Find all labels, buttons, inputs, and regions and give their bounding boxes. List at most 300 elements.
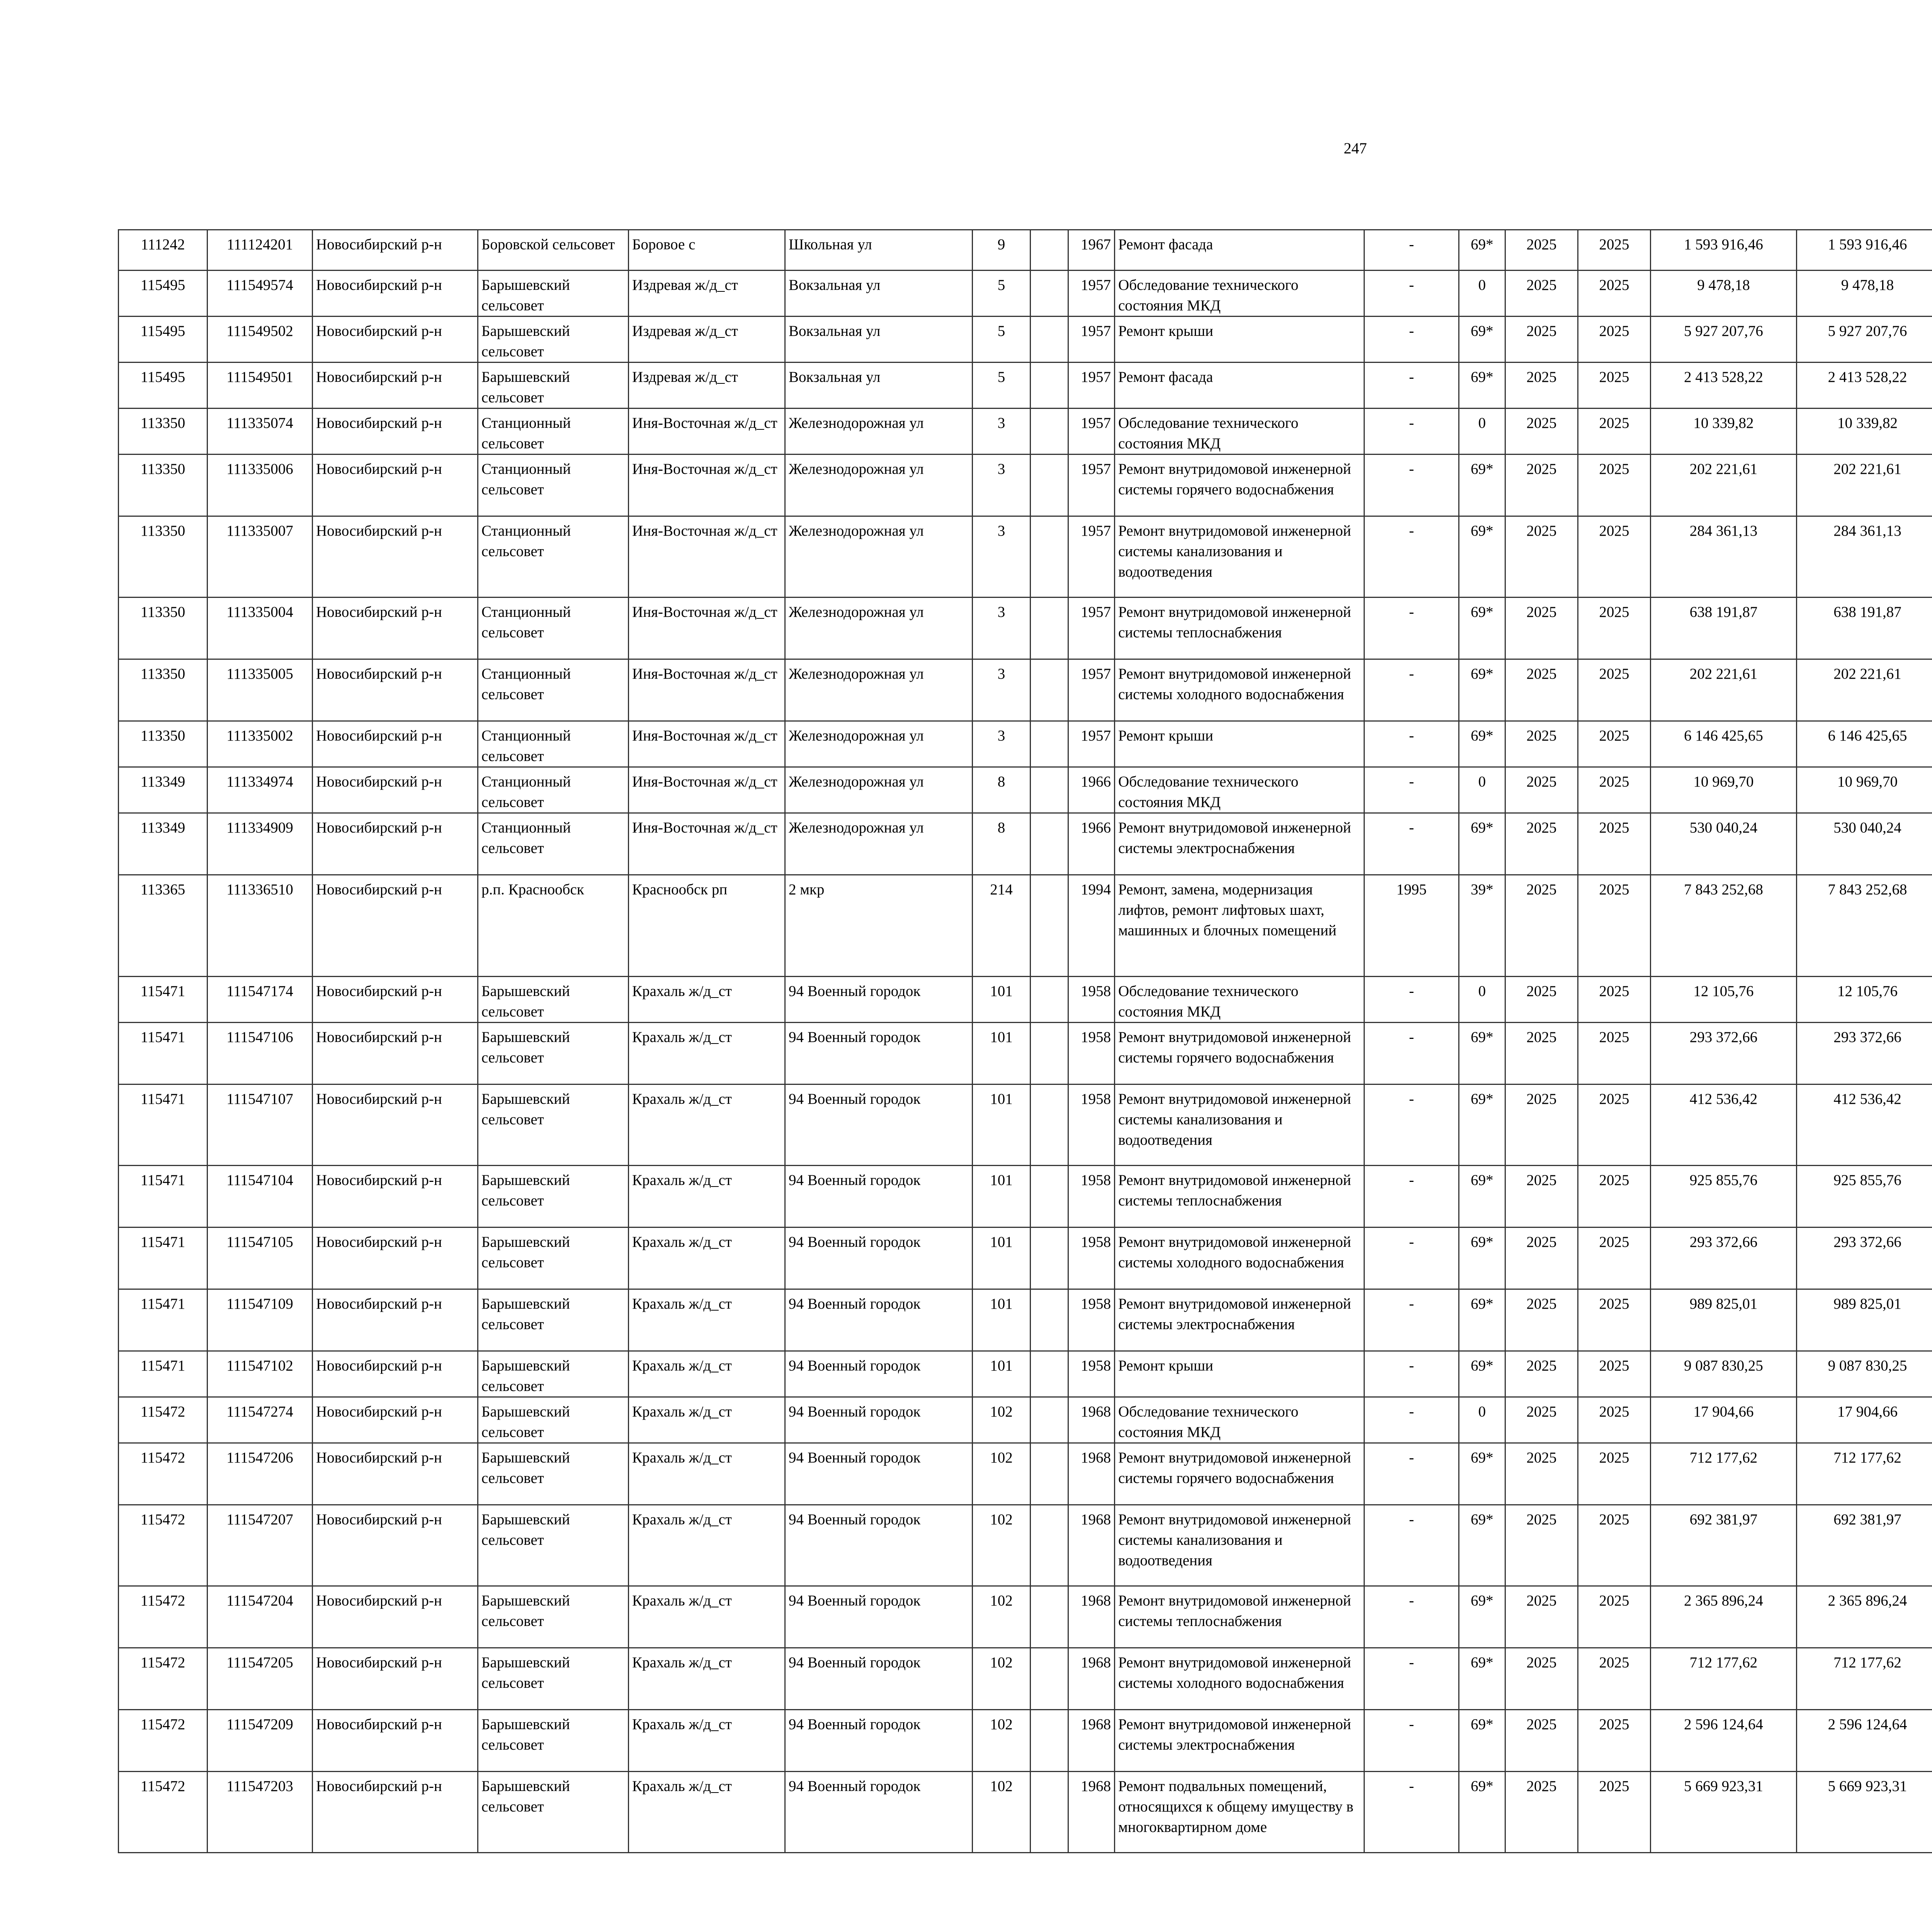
cell-plan-year-end: 2025	[1578, 1505, 1651, 1586]
cell-last-repair-year: -	[1364, 455, 1459, 516]
cell-last-repair-year: -	[1364, 230, 1459, 271]
cell-total-cost: 7 843 252,68	[1651, 875, 1797, 977]
cell-building-letter	[1031, 1289, 1068, 1351]
cell-wear-percent: 69*	[1459, 721, 1505, 767]
cell-settlement: Барышевский сельсовет	[478, 1084, 629, 1166]
table-row	[119, 977, 1932, 1023]
cell-last-repair-year: -	[1364, 1710, 1459, 1772]
cell-district: Новосибирский р-н	[313, 1648, 478, 1710]
cell-year-built: 1958	[1068, 1023, 1115, 1084]
table-row	[119, 409, 1932, 455]
cell-locality: Иня-Восточная ж/д_ст	[629, 455, 785, 516]
cell-work-id: 111549574	[207, 271, 313, 317]
cell-year-built: 1957	[1068, 317, 1115, 363]
cell-last-repair-year: -	[1364, 813, 1459, 875]
cell-street: 2 мкр	[785, 875, 973, 977]
cell-year-built: 1958	[1068, 1084, 1115, 1166]
cell-fund-cost: 7 843 252,68	[1797, 875, 1932, 977]
cell-work-id: 111335007	[207, 516, 313, 598]
cell-total-cost: 2 596 124,64	[1651, 1710, 1797, 1772]
cell-district: Новосибирский р-н	[313, 363, 478, 409]
cell-fund-cost: 17 904,66	[1797, 1397, 1932, 1443]
cell-street: 94 Военный городок	[785, 1772, 973, 1853]
cell-year-built: 1958	[1068, 977, 1115, 1023]
cell-settlement: Барышевский сельсовет	[478, 1710, 629, 1772]
cell-year-built: 1958	[1068, 1351, 1115, 1397]
cell-wear-percent: 69*	[1459, 1586, 1505, 1648]
cell-settlement: Станционный сельсовет	[478, 659, 629, 721]
cell-year-built: 1967	[1068, 230, 1115, 271]
cell-settlement: Барышевский сельсовет	[478, 1351, 629, 1397]
cell-year-built: 1994	[1068, 875, 1115, 977]
cell-locality: Крахаль ж/д_ст	[629, 1227, 785, 1289]
cell-house-id: 115471	[119, 1289, 207, 1351]
cell-year-built: 1957	[1068, 363, 1115, 409]
cell-work-id: 111547106	[207, 1023, 313, 1084]
cell-last-repair-year: -	[1364, 1023, 1459, 1084]
cell-last-repair-year: -	[1364, 317, 1459, 363]
cell-house-number: 3	[973, 659, 1031, 721]
cell-locality: Краснообск рп	[629, 875, 785, 977]
cell-plan-year-start: 2025	[1505, 598, 1578, 659]
cell-locality: Иня-Восточная ж/д_ст	[629, 767, 785, 813]
table-row	[119, 1443, 1932, 1505]
cell-year-built: 1968	[1068, 1710, 1115, 1772]
table-row	[119, 1084, 1932, 1166]
cell-house-id: 115472	[119, 1397, 207, 1443]
table-row	[119, 598, 1932, 659]
cell-locality: Крахаль ж/д_ст	[629, 1084, 785, 1166]
cell-settlement: р.п. Краснообск	[478, 875, 629, 977]
cell-total-cost: 530 040,24	[1651, 813, 1797, 875]
table-row	[119, 455, 1932, 516]
cell-house-id: 113350	[119, 516, 207, 598]
table-row	[119, 1227, 1932, 1289]
cell-building-letter	[1031, 598, 1068, 659]
cell-house-number: 214	[973, 875, 1031, 977]
cell-plan-year-end: 2025	[1578, 455, 1651, 516]
cell-plan-year-end: 2025	[1578, 721, 1651, 767]
cell-fund-cost: 10 339,82	[1797, 409, 1932, 455]
cell-building-letter	[1031, 1351, 1068, 1397]
cell-year-built: 1957	[1068, 659, 1115, 721]
table-row	[119, 813, 1932, 875]
cell-plan-year-end: 2025	[1578, 1443, 1651, 1505]
cell-last-repair-year: -	[1364, 1166, 1459, 1227]
cell-wear-percent: 69*	[1459, 455, 1505, 516]
cell-district: Новосибирский р-н	[313, 409, 478, 455]
cell-street: Железнодорожная ул	[785, 721, 973, 767]
cell-house-number: 5	[973, 363, 1031, 409]
cell-house-number: 3	[973, 598, 1031, 659]
cell-locality: Крахаль ж/д_ст	[629, 1505, 785, 1586]
cell-building-letter	[1031, 1227, 1068, 1289]
cell-work-type: Ремонт внутридомовой инженерной системы холодного водоснабжения	[1115, 659, 1364, 721]
cell-fund-cost: 530 040,24	[1797, 813, 1932, 875]
table-row	[119, 1023, 1932, 1084]
cell-house-number: 5	[973, 271, 1031, 317]
cell-last-repair-year: -	[1364, 1289, 1459, 1351]
cell-wear-percent: 0	[1459, 767, 1505, 813]
cell-house-id: 115472	[119, 1586, 207, 1648]
cell-year-built: 1958	[1068, 1166, 1115, 1227]
cell-house-id: 115471	[119, 1084, 207, 1166]
cell-settlement: Барышевский сельсовет	[478, 1443, 629, 1505]
cell-building-letter	[1031, 813, 1068, 875]
cell-building-letter	[1031, 455, 1068, 516]
cell-fund-cost: 712 177,62	[1797, 1443, 1932, 1505]
table-row	[119, 767, 1932, 813]
cell-wear-percent: 69*	[1459, 1505, 1505, 1586]
cell-building-letter	[1031, 516, 1068, 598]
cell-district: Новосибирский р-н	[313, 1023, 478, 1084]
cell-total-cost: 5 927 207,76	[1651, 317, 1797, 363]
cell-year-built: 1968	[1068, 1505, 1115, 1586]
cell-street: Железнодорожная ул	[785, 813, 973, 875]
cell-work-id: 111547105	[207, 1227, 313, 1289]
cell-plan-year-start: 2025	[1505, 1397, 1578, 1443]
cell-house-number: 101	[973, 1023, 1031, 1084]
cell-total-cost: 12 105,76	[1651, 977, 1797, 1023]
cell-house-id: 115471	[119, 1227, 207, 1289]
cell-plan-year-end: 2025	[1578, 409, 1651, 455]
cell-district: Новосибирский р-н	[313, 1505, 478, 1586]
cell-settlement: Барышевский сельсовет	[478, 1586, 629, 1648]
cell-wear-percent: 69*	[1459, 1023, 1505, 1084]
cell-work-type: Ремонт фасада	[1115, 230, 1364, 271]
cell-total-cost: 9 087 830,25	[1651, 1351, 1797, 1397]
cell-building-letter	[1031, 230, 1068, 271]
table-row	[119, 1710, 1932, 1772]
cell-fund-cost: 712 177,62	[1797, 1648, 1932, 1710]
cell-building-letter	[1031, 875, 1068, 977]
cell-locality: Крахаль ж/д_ст	[629, 1166, 785, 1227]
cell-locality: Иня-Восточная ж/д_ст	[629, 813, 785, 875]
cell-street: Железнодорожная ул	[785, 516, 973, 598]
cell-plan-year-start: 2025	[1505, 1648, 1578, 1710]
cell-total-cost: 9 478,18	[1651, 271, 1797, 317]
cell-total-cost: 638 191,87	[1651, 598, 1797, 659]
cell-work-id: 111547274	[207, 1397, 313, 1443]
cell-fund-cost: 6 146 425,65	[1797, 721, 1932, 767]
cell-district: Новосибирский р-н	[313, 977, 478, 1023]
cell-house-id: 113350	[119, 659, 207, 721]
cell-fund-cost: 284 361,13	[1797, 516, 1932, 598]
cell-building-letter	[1031, 1397, 1068, 1443]
cell-building-letter	[1031, 1084, 1068, 1166]
cell-street: Железнодорожная ул	[785, 409, 973, 455]
cell-work-type: Ремонт внутридомовой инженерной системы холодного водоснабжения	[1115, 1227, 1364, 1289]
cell-work-id: 111549502	[207, 317, 313, 363]
cell-last-repair-year: -	[1364, 1772, 1459, 1853]
cell-district: Новосибирский р-н	[313, 767, 478, 813]
cell-year-built: 1966	[1068, 813, 1115, 875]
cell-plan-year-start: 2025	[1505, 875, 1578, 977]
cell-wear-percent: 69*	[1459, 1772, 1505, 1853]
cell-last-repair-year: -	[1364, 1351, 1459, 1397]
cell-house-id: 111242	[119, 230, 207, 271]
cell-work-id: 111335006	[207, 455, 313, 516]
cell-building-letter	[1031, 977, 1068, 1023]
cell-plan-year-end: 2025	[1578, 230, 1651, 271]
cell-district: Новосибирский р-н	[313, 1586, 478, 1648]
cell-work-id: 111334974	[207, 767, 313, 813]
cell-house-number: 3	[973, 455, 1031, 516]
cell-wear-percent: 69*	[1459, 1351, 1505, 1397]
cell-work-type: Обследование технического состояния МКД	[1115, 409, 1364, 455]
cell-total-cost: 6 146 425,65	[1651, 721, 1797, 767]
table-row	[119, 1289, 1932, 1351]
cell-building-letter	[1031, 363, 1068, 409]
cell-work-id: 111547107	[207, 1084, 313, 1166]
cell-total-cost: 989 825,01	[1651, 1289, 1797, 1351]
cell-district: Новосибирский р-н	[313, 230, 478, 271]
cell-street: Железнодорожная ул	[785, 659, 973, 721]
cell-street: 94 Военный городок	[785, 1084, 973, 1166]
cell-locality: Крахаль ж/д_ст	[629, 1648, 785, 1710]
cell-work-id: 111334909	[207, 813, 313, 875]
cell-street: 94 Военный городок	[785, 1443, 973, 1505]
cell-locality: Издревая ж/д_ст	[629, 271, 785, 317]
cell-work-type: Ремонт внутридомовой инженерной системы горячего водоснабжения	[1115, 1443, 1364, 1505]
cell-house-id: 115471	[119, 1351, 207, 1397]
cell-year-built: 1957	[1068, 271, 1115, 317]
cell-street: Железнодорожная ул	[785, 598, 973, 659]
cell-year-built: 1968	[1068, 1397, 1115, 1443]
cell-building-letter	[1031, 1772, 1068, 1853]
cell-district: Новосибирский р-н	[313, 1397, 478, 1443]
cell-total-cost: 202 221,61	[1651, 659, 1797, 721]
cell-locality: Крахаль ж/д_ст	[629, 1289, 785, 1351]
cell-building-letter	[1031, 1648, 1068, 1710]
cell-house-id: 115472	[119, 1772, 207, 1853]
cell-settlement: Барышевский сельсовет	[478, 1505, 629, 1586]
cell-work-id: 111336510	[207, 875, 313, 977]
cell-locality: Издревая ж/д_ст	[629, 363, 785, 409]
cell-street: Вокзальная ул	[785, 271, 973, 317]
cell-house-number: 3	[973, 409, 1031, 455]
cell-house-number: 101	[973, 1166, 1031, 1227]
cell-district: Новосибирский р-н	[313, 1351, 478, 1397]
cell-plan-year-start: 2025	[1505, 1166, 1578, 1227]
cell-house-number: 101	[973, 1289, 1031, 1351]
cell-settlement: Барышевский сельсовет	[478, 1023, 629, 1084]
cell-plan-year-end: 2025	[1578, 1586, 1651, 1648]
cell-fund-cost: 5 669 923,31	[1797, 1772, 1932, 1853]
cell-total-cost: 2 365 896,24	[1651, 1586, 1797, 1648]
cell-street: Вокзальная ул	[785, 363, 973, 409]
cell-wear-percent: 69*	[1459, 1227, 1505, 1289]
cell-work-id: 111335002	[207, 721, 313, 767]
cell-plan-year-start: 2025	[1505, 1586, 1578, 1648]
cell-house-number: 8	[973, 767, 1031, 813]
cell-year-built: 1957	[1068, 516, 1115, 598]
cell-last-repair-year: -	[1364, 721, 1459, 767]
cell-work-id: 111547109	[207, 1289, 313, 1351]
cell-fund-cost: 989 825,01	[1797, 1289, 1932, 1351]
cell-work-type: Обследование технического состояния МКД	[1115, 271, 1364, 317]
cell-fund-cost: 2 596 124,64	[1797, 1710, 1932, 1772]
cell-building-letter	[1031, 317, 1068, 363]
cell-work-id: 111547206	[207, 1443, 313, 1505]
cell-wear-percent: 0	[1459, 1397, 1505, 1443]
cell-plan-year-end: 2025	[1578, 1397, 1651, 1443]
cell-street: Школьная ул	[785, 230, 973, 271]
cell-locality: Крахаль ж/д_ст	[629, 977, 785, 1023]
cell-street: 94 Военный городок	[785, 1351, 973, 1397]
cell-year-built: 1968	[1068, 1648, 1115, 1710]
cell-house-number: 102	[973, 1586, 1031, 1648]
cell-settlement: Станционный сельсовет	[478, 598, 629, 659]
cell-building-letter	[1031, 1505, 1068, 1586]
cell-locality: Иня-Восточная ж/д_ст	[629, 409, 785, 455]
cell-wear-percent: 69*	[1459, 1443, 1505, 1505]
cell-plan-year-start: 2025	[1505, 409, 1578, 455]
table-row	[119, 1505, 1932, 1586]
cell-plan-year-end: 2025	[1578, 1084, 1651, 1166]
cell-total-cost: 412 536,42	[1651, 1084, 1797, 1166]
cell-street: 94 Военный городок	[785, 977, 973, 1023]
cell-work-type: Ремонт внутридомовой инженерной системы теплоснабжения	[1115, 598, 1364, 659]
cell-plan-year-start: 2025	[1505, 1084, 1578, 1166]
cell-wear-percent: 69*	[1459, 230, 1505, 271]
cell-locality: Крахаль ж/д_ст	[629, 1710, 785, 1772]
cell-settlement: Барышевский сельсовет	[478, 363, 629, 409]
cell-plan-year-start: 2025	[1505, 1023, 1578, 1084]
cell-total-cost: 17 904,66	[1651, 1397, 1797, 1443]
cell-work-type: Ремонт внутридомовой инженерной системы теплоснабжения	[1115, 1166, 1364, 1227]
table-row	[119, 1166, 1932, 1227]
cell-wear-percent: 69*	[1459, 1710, 1505, 1772]
cell-house-id: 113350	[119, 598, 207, 659]
cell-plan-year-start: 2025	[1505, 659, 1578, 721]
cell-house-number: 101	[973, 1227, 1031, 1289]
cell-work-id: 111547207	[207, 1505, 313, 1586]
cell-house-id: 113350	[119, 409, 207, 455]
cell-locality: Иня-Восточная ж/д_ст	[629, 659, 785, 721]
cell-plan-year-end: 2025	[1578, 271, 1651, 317]
cell-building-letter	[1031, 1166, 1068, 1227]
cell-year-built: 1966	[1068, 767, 1115, 813]
cell-year-built: 1957	[1068, 598, 1115, 659]
cell-plan-year-end: 2025	[1578, 317, 1651, 363]
cell-last-repair-year: -	[1364, 1227, 1459, 1289]
cell-plan-year-start: 2025	[1505, 1710, 1578, 1772]
cell-last-repair-year: -	[1364, 1443, 1459, 1505]
table-row	[119, 1351, 1932, 1397]
cell-house-number: 5	[973, 317, 1031, 363]
page-number: 247	[1344, 140, 1367, 157]
cell-plan-year-start: 2025	[1505, 1227, 1578, 1289]
cell-last-repair-year: -	[1364, 409, 1459, 455]
cell-plan-year-start: 2025	[1505, 977, 1578, 1023]
cell-street: 94 Военный городок	[785, 1397, 973, 1443]
cell-building-letter	[1031, 409, 1068, 455]
cell-locality: Иня-Восточная ж/д_ст	[629, 598, 785, 659]
cell-house-id: 115495	[119, 317, 207, 363]
cell-work-type: Ремонт внутридомовой инженерной системы канализования и водоотведения	[1115, 1505, 1364, 1586]
cell-work-type: Обследование технического состояния МКД	[1115, 767, 1364, 813]
cell-plan-year-start: 2025	[1505, 767, 1578, 813]
cell-last-repair-year: -	[1364, 767, 1459, 813]
cell-fund-cost: 293 372,66	[1797, 1227, 1932, 1289]
cell-settlement: Станционный сельсовет	[478, 409, 629, 455]
cell-house-number: 102	[973, 1443, 1031, 1505]
cell-settlement: Станционный сельсовет	[478, 516, 629, 598]
cell-work-type: Ремонт внутридомовой инженерной системы горячего водоснабжения	[1115, 1023, 1364, 1084]
cell-house-number: 102	[973, 1648, 1031, 1710]
cell-fund-cost: 202 221,61	[1797, 455, 1932, 516]
cell-wear-percent: 69*	[1459, 1648, 1505, 1710]
table-row	[119, 271, 1932, 317]
cell-work-id: 111547203	[207, 1772, 313, 1853]
cell-plan-year-end: 2025	[1578, 1648, 1651, 1710]
cell-work-type: Ремонт подвальных помещений, относящихся к общему имуществу в многоквартирном доме	[1115, 1772, 1364, 1853]
table-row	[119, 659, 1932, 721]
cell-settlement: Станционный сельсовет	[478, 813, 629, 875]
cell-settlement: Станционный сельсовет	[478, 455, 629, 516]
cell-work-type: Ремонт внутридомовой инженерной системы канализования и водоотведения	[1115, 1084, 1364, 1166]
cell-building-letter	[1031, 1023, 1068, 1084]
table-row	[119, 721, 1932, 767]
cell-last-repair-year: -	[1364, 598, 1459, 659]
cell-locality: Боровое с	[629, 230, 785, 271]
cell-plan-year-end: 2025	[1578, 659, 1651, 721]
cell-plan-year-end: 2025	[1578, 1227, 1651, 1289]
cell-work-type: Обследование технического состояния МКД	[1115, 1397, 1364, 1443]
cell-building-letter	[1031, 1710, 1068, 1772]
cell-work-type: Ремонт фасада	[1115, 363, 1364, 409]
cell-work-type: Ремонт внутридомовой инженерной системы горячего водоснабжения	[1115, 455, 1364, 516]
cell-wear-percent: 0	[1459, 409, 1505, 455]
table-row	[119, 317, 1932, 363]
cell-year-built: 1957	[1068, 409, 1115, 455]
cell-street: 94 Военный городок	[785, 1227, 973, 1289]
table-row	[119, 1586, 1932, 1648]
cell-work-type: Ремонт внутридомовой инженерной системы холодного водоснабжения	[1115, 1648, 1364, 1710]
cell-settlement: Барышевский сельсовет	[478, 271, 629, 317]
cell-work-id: 111547174	[207, 977, 313, 1023]
cell-house-id: 115472	[119, 1505, 207, 1586]
cell-house-number: 102	[973, 1397, 1031, 1443]
cell-year-built: 1958	[1068, 1289, 1115, 1351]
cell-plan-year-end: 2025	[1578, 1351, 1651, 1397]
cell-total-cost: 293 372,66	[1651, 1227, 1797, 1289]
cell-settlement: Станционный сельсовет	[478, 721, 629, 767]
cell-fund-cost: 638 191,87	[1797, 598, 1932, 659]
cell-house-number: 102	[973, 1505, 1031, 1586]
cell-house-id: 115472	[119, 1710, 207, 1772]
cell-fund-cost: 5 927 207,76	[1797, 317, 1932, 363]
cell-total-cost: 284 361,13	[1651, 516, 1797, 598]
cell-district: Новосибирский р-н	[313, 1289, 478, 1351]
cell-house-id: 113365	[119, 875, 207, 977]
cell-district: Новосибирский р-н	[313, 875, 478, 977]
cell-work-type: Обследование технического состояния МКД	[1115, 977, 1364, 1023]
cell-wear-percent: 69*	[1459, 1289, 1505, 1351]
cell-settlement: Барышевский сельсовет	[478, 1227, 629, 1289]
cell-work-type: Ремонт внутридомовой инженерной системы электроснабжения	[1115, 813, 1364, 875]
cell-last-repair-year: -	[1364, 1648, 1459, 1710]
table-row	[119, 1397, 1932, 1443]
cell-work-id: 111547205	[207, 1648, 313, 1710]
cell-locality: Крахаль ж/д_ст	[629, 1772, 785, 1853]
cell-last-repair-year: -	[1364, 363, 1459, 409]
cell-district: Новосибирский р-н	[313, 1443, 478, 1505]
cell-work-type: Ремонт внутридомовой инженерной системы канализования и водоотведения	[1115, 516, 1364, 598]
cell-street: 94 Военный городок	[785, 1289, 973, 1351]
cell-house-id: 115471	[119, 1166, 207, 1227]
